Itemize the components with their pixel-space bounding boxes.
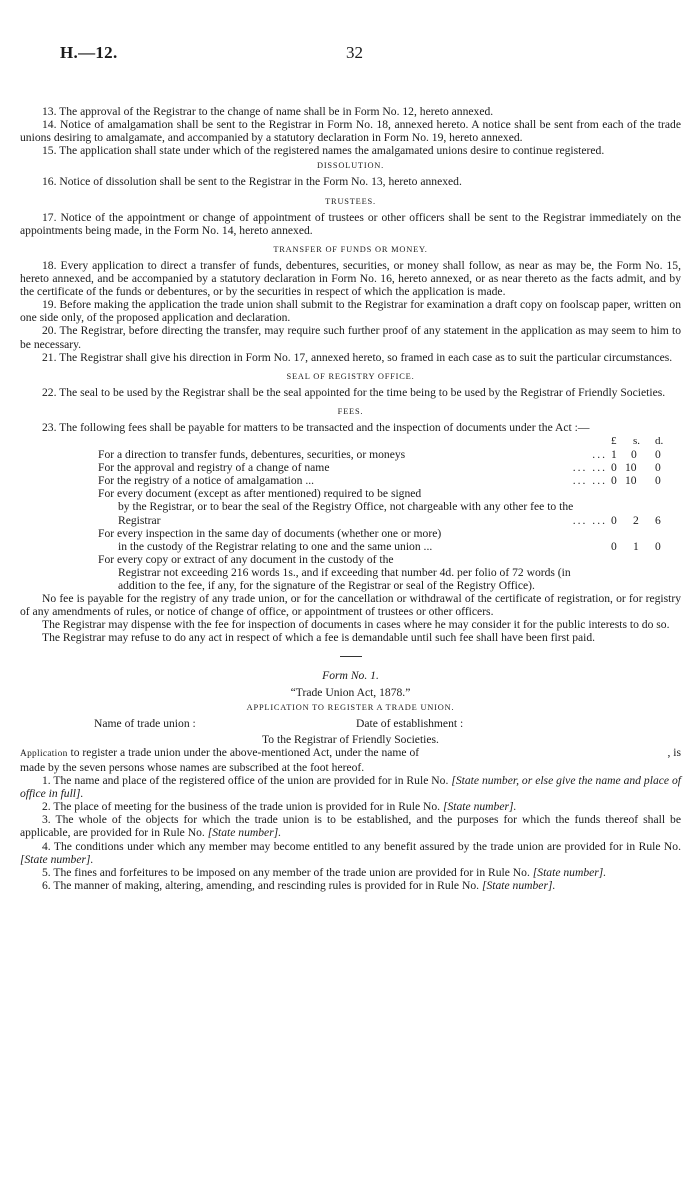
pence-header: d. bbox=[655, 435, 664, 448]
fee-pounds: 1 bbox=[611, 448, 617, 462]
page-header bbox=[60, 43, 640, 68]
fee-column-headers bbox=[20, 435, 681, 448]
form-item-text: 6. The manner of making, altering, amending, and rescinding rules is provided for in Rule No. bbox=[42, 878, 480, 892]
fee-pence: 0 bbox=[655, 448, 661, 462]
form-meta-row bbox=[20, 717, 681, 731]
application-lead: Application bbox=[20, 748, 68, 759]
fee-pence: 0 bbox=[655, 539, 661, 553]
fee-pounds: 0 bbox=[611, 461, 617, 475]
paragraph-23: 23. The following fees shall be payable for matters to be transacted and the inspection of documents under the Act :— bbox=[42, 420, 590, 434]
form-item-text: 5. The fines and forfeitures to be imposed on any member of the trade union are provided for in Rule No. bbox=[42, 865, 530, 879]
shillings-header: s. bbox=[633, 435, 641, 448]
fee-description: For a direction to transfer funds, debentures, securities, or moneys bbox=[98, 448, 406, 462]
form-item-note: [State number]. bbox=[442, 800, 517, 814]
paragraph-16: 16. Notice of dissolution shall be sent to the Registrar in the Form No. 13, hereto annexed. bbox=[42, 175, 462, 189]
fee-pence: 0 bbox=[655, 474, 661, 488]
fee-row bbox=[20, 474, 681, 487]
paragraph-15: 15. The application shall state under which of the registered names the amalgamated unions desire to continue registered. bbox=[42, 144, 605, 158]
form-item-text: 3. The whole of the objects for which the trade union is to be established, and the purposes for which the funds thereof shall be applicable, are provided for in Rule No. bbox=[20, 813, 681, 840]
application-statement-continued: made by the seven persons whose names are subscribed at the foot hereof. bbox=[20, 760, 365, 774]
heading-dissolution: DISSOLUTION. bbox=[316, 161, 385, 171]
application-body: to register a trade union under the above-mentioned Act, under the name of bbox=[70, 745, 420, 759]
fee-note-2: The Registrar may dispense with the fee for inspection of documents in cases where he may consider it for the public interests to do so. bbox=[42, 618, 670, 632]
fee-description: For every inspection in the same day of documents (whether one or more) bbox=[98, 526, 442, 540]
paragraph-18: 18. Every application to direct a transfer of funds, debentures, securities, or money shall follow, as near as may be, the Form No. 15, hereto annexed, and be accompanied by a statutory declaration in Form No. 16, hereto annexed, or as near thereto as the facts admit, and by the certificate of the funds or debentures, or by the securities in respect of which the application is made. bbox=[20, 258, 681, 299]
fee-row bbox=[20, 461, 681, 474]
form-item-6 bbox=[20, 879, 681, 892]
paragraph-19: 19. Before making the application the trade union shall submit to the Registrar for examination a draft copy on foolscap paper, written on one side only, of the proposed application and declaration. bbox=[20, 298, 681, 325]
form-item-note: [State number]. bbox=[481, 878, 556, 892]
paragraph-21: 21. The Registrar shall give his direction in Form No. 17, annexed hereto, so framed in each case as to suit the particular circumstances. bbox=[42, 350, 673, 364]
application-tail: , is bbox=[667, 745, 681, 759]
form-item-text: 4. The conditions under which any member may become entitled to any benefit assured by the trade union are provided for in Rule No. bbox=[42, 839, 681, 853]
section-divider bbox=[340, 656, 362, 657]
leader-dots: ... bbox=[592, 448, 607, 462]
paragraph-17: 17. Notice of the appointment or change of appointment of trustees or other officers shall be sent to the Registrar immediately on the appointments being made, in the Form No. 14, hereto annexed. bbox=[20, 210, 681, 237]
form-item-note: [State number, or else give the name and place of office in full]. bbox=[20, 774, 681, 801]
fee-description-continued: in the custody of the Registrar relating to one and the same union ... bbox=[118, 539, 433, 553]
fee-description: For every copy or extract of any document in the custody of the bbox=[98, 552, 394, 566]
pounds-header: £ bbox=[611, 435, 617, 448]
application-statement bbox=[20, 746, 681, 761]
fee-description-continued: Registrar not exceeding 216 words 1s., and if exceeding that number 4d. per folio of 72 words (in addition to the fee, if any, for the signature of the Registrar or seal of the Registry Office). bbox=[118, 565, 571, 592]
establishment-date-label: Date of establishment : bbox=[356, 716, 464, 730]
fee-pounds: 0 bbox=[611, 539, 617, 553]
form-title: Form No. 1. bbox=[322, 669, 379, 683]
fee-description-continued: by the Registrar, or to bear the seal of the Registry Office, not chargeable with any other fee to the Registrar bbox=[118, 500, 574, 527]
fee-row bbox=[20, 527, 681, 553]
paragraph-13: 13. The approval of the Registrar to the change of name shall be in Form No. 12, hereto annexed. bbox=[42, 105, 494, 118]
fee-pence: 0 bbox=[655, 461, 661, 475]
leader-dots: ... ... bbox=[572, 513, 607, 527]
fee-shillings: 0 bbox=[631, 448, 637, 462]
form-item-note: [State number]. bbox=[532, 865, 607, 879]
fee-note-3: The Registrar may refuse to do any act in respect of which a fee is demandable until such fee shall have been first paid. bbox=[42, 631, 596, 645]
form-act: “Trade Union Act, 1878.” bbox=[290, 685, 411, 699]
form-item-text: 1. The name and place of the registered office of the union are provided for in Rule No. bbox=[42, 774, 449, 788]
form-subtitle: APPLICATION TO REGISTER A TRADE UNION. bbox=[246, 702, 455, 712]
fee-shillings: 10 bbox=[625, 461, 637, 475]
form-item-5 bbox=[20, 866, 681, 879]
form-item-3 bbox=[20, 813, 681, 839]
fee-shillings: 1 bbox=[633, 539, 639, 553]
form-item-text: 2. The place of meeting for the business of the trade union is provided for in Rule No. bbox=[42, 800, 441, 814]
form-item-note: [State number]. bbox=[207, 826, 282, 840]
form-item-note: [State number]. bbox=[20, 852, 94, 866]
page-body bbox=[20, 105, 681, 892]
form-item-2 bbox=[20, 800, 681, 813]
paragraph-22: 22. The seal to be used by the Registrar shall be the seal appointed for the time being to be used by the Registrar of Friendly Societies. bbox=[42, 385, 666, 399]
leader-dots: ... ... bbox=[572, 461, 607, 475]
trade-union-name-label: Name of trade union : bbox=[94, 716, 196, 730]
heading-trustees: TRUSTEES. bbox=[325, 196, 376, 206]
fee-shillings: 2 bbox=[633, 513, 639, 527]
fee-description: For every document (except as after mentioned) required to be signed bbox=[98, 487, 422, 501]
fee-pounds: 0 bbox=[611, 513, 617, 527]
heading-transfer: TRANSFER OF FUNDS OR MONEY. bbox=[273, 244, 428, 254]
heading-fees: FEES. bbox=[337, 406, 364, 416]
form-item-4 bbox=[20, 840, 681, 866]
report-code: H.—12. bbox=[60, 43, 118, 62]
fee-note-1: No fee is payable for the registry of any trade union, or for the cancellation or withdrawal of the certificate of registration, or for registry of any amendments of rules, or notice of change of office, or appointment of trustees or other officers. bbox=[20, 592, 681, 619]
heading-seal: SEAL OF REGISTRY OFFICE. bbox=[286, 371, 415, 381]
leader-dots: ... ... bbox=[572, 474, 607, 488]
paragraph-14: 14. Notice of amalgamation shall be sent to the Registrar in Form No. 18, annexed hereto. A notice shall be sent from each of the trade unions desiring to amalgamate, and accompanied by a statutory declaration in Form No. 19, hereto annexed. bbox=[20, 118, 681, 145]
fee-shillings: 10 bbox=[625, 474, 637, 488]
fee-row bbox=[20, 448, 681, 461]
fee-description: For the registry of a notice of amalgamation ... bbox=[98, 474, 315, 488]
form-addressee: To the Registrar of Friendly Societies. bbox=[262, 732, 439, 746]
fee-schedule bbox=[20, 435, 681, 592]
form-item-1 bbox=[20, 774, 681, 800]
fee-row bbox=[20, 487, 681, 526]
paragraph-20: 20. The Registrar, before directing the transfer, may require such further proof of any statement in the application as may seem to him to be necessary. bbox=[20, 324, 681, 351]
fee-pounds: 0 bbox=[611, 474, 617, 488]
page-number: 32 bbox=[346, 43, 363, 62]
fee-row bbox=[20, 553, 681, 592]
fee-pence: 6 bbox=[655, 513, 661, 527]
fee-description: For the approval and registry of a change of name bbox=[98, 461, 330, 475]
